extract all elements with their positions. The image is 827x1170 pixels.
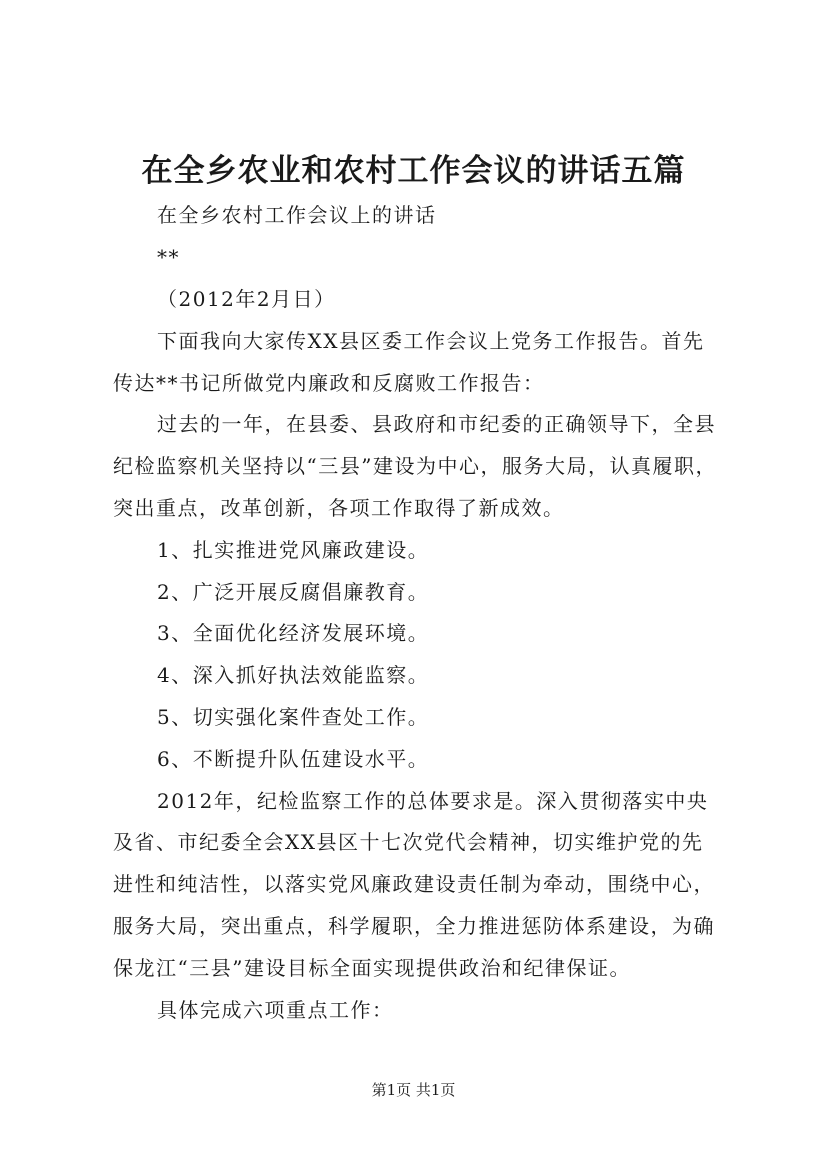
page-footer: 第1页 共1页: [371, 1081, 456, 1099]
list-item: 1、扎实推进党风廉政建设。: [157, 538, 430, 562]
paragraph-line: 具体完成六项重点工作：: [157, 998, 394, 1022]
document-title: 在全乡农业和农村工作会议的讲话五篇: [141, 153, 686, 189]
paragraph-line: 下面我向大家传XX县区委工作会议上党务工作报告。首先: [157, 329, 705, 353]
list-item: 2、广泛开展反腐倡廉教育。: [157, 580, 430, 604]
paragraph-line: 服务大局，突出重点，科学履职，全力推进惩防体系建设，为确: [113, 914, 715, 938]
list-item: 6、不断提升队伍建设水平。: [157, 747, 430, 771]
document-subtitle: 在全乡农村工作会议上的讲话: [157, 203, 437, 227]
paragraph-line: 及省、市纪委全会XX县区十七次党代会精神，切实维护党的先: [113, 830, 704, 854]
paragraph-line: 过去的一年，在县委、县政府和市纪委的正确领导下，全县: [157, 412, 716, 436]
date-line: （2012年2月日）: [157, 287, 336, 311]
paragraph-line: 突出重点，改革创新，各项工作取得了新成效。: [113, 496, 565, 520]
paragraph-line: 传达**书记所做党内廉政和反腐败工作报告：: [113, 371, 545, 395]
paragraph-line: 2012年，纪检监察工作的总体要求是。深入贯彻落实中央: [157, 789, 709, 813]
author-line: **: [157, 245, 180, 269]
paragraph-line: 纪检监察机关坚持以“三县”建设为中心，服务大局，认真履职，: [113, 454, 717, 478]
paragraph-line: 保龙江“三县”建设目标全面实现提供政治和纪律保证。: [113, 956, 631, 980]
paragraph-line: 进性和纯洁性，以落实党风廉政建设责任制为牵动，围绕中心，: [113, 872, 715, 896]
list-item: 5、切实强化案件查处工作。: [157, 705, 430, 729]
list-item: 4、深入抓好执法效能监察。: [157, 663, 430, 687]
list-item: 3、全面优化经济发展环境。: [157, 621, 430, 645]
